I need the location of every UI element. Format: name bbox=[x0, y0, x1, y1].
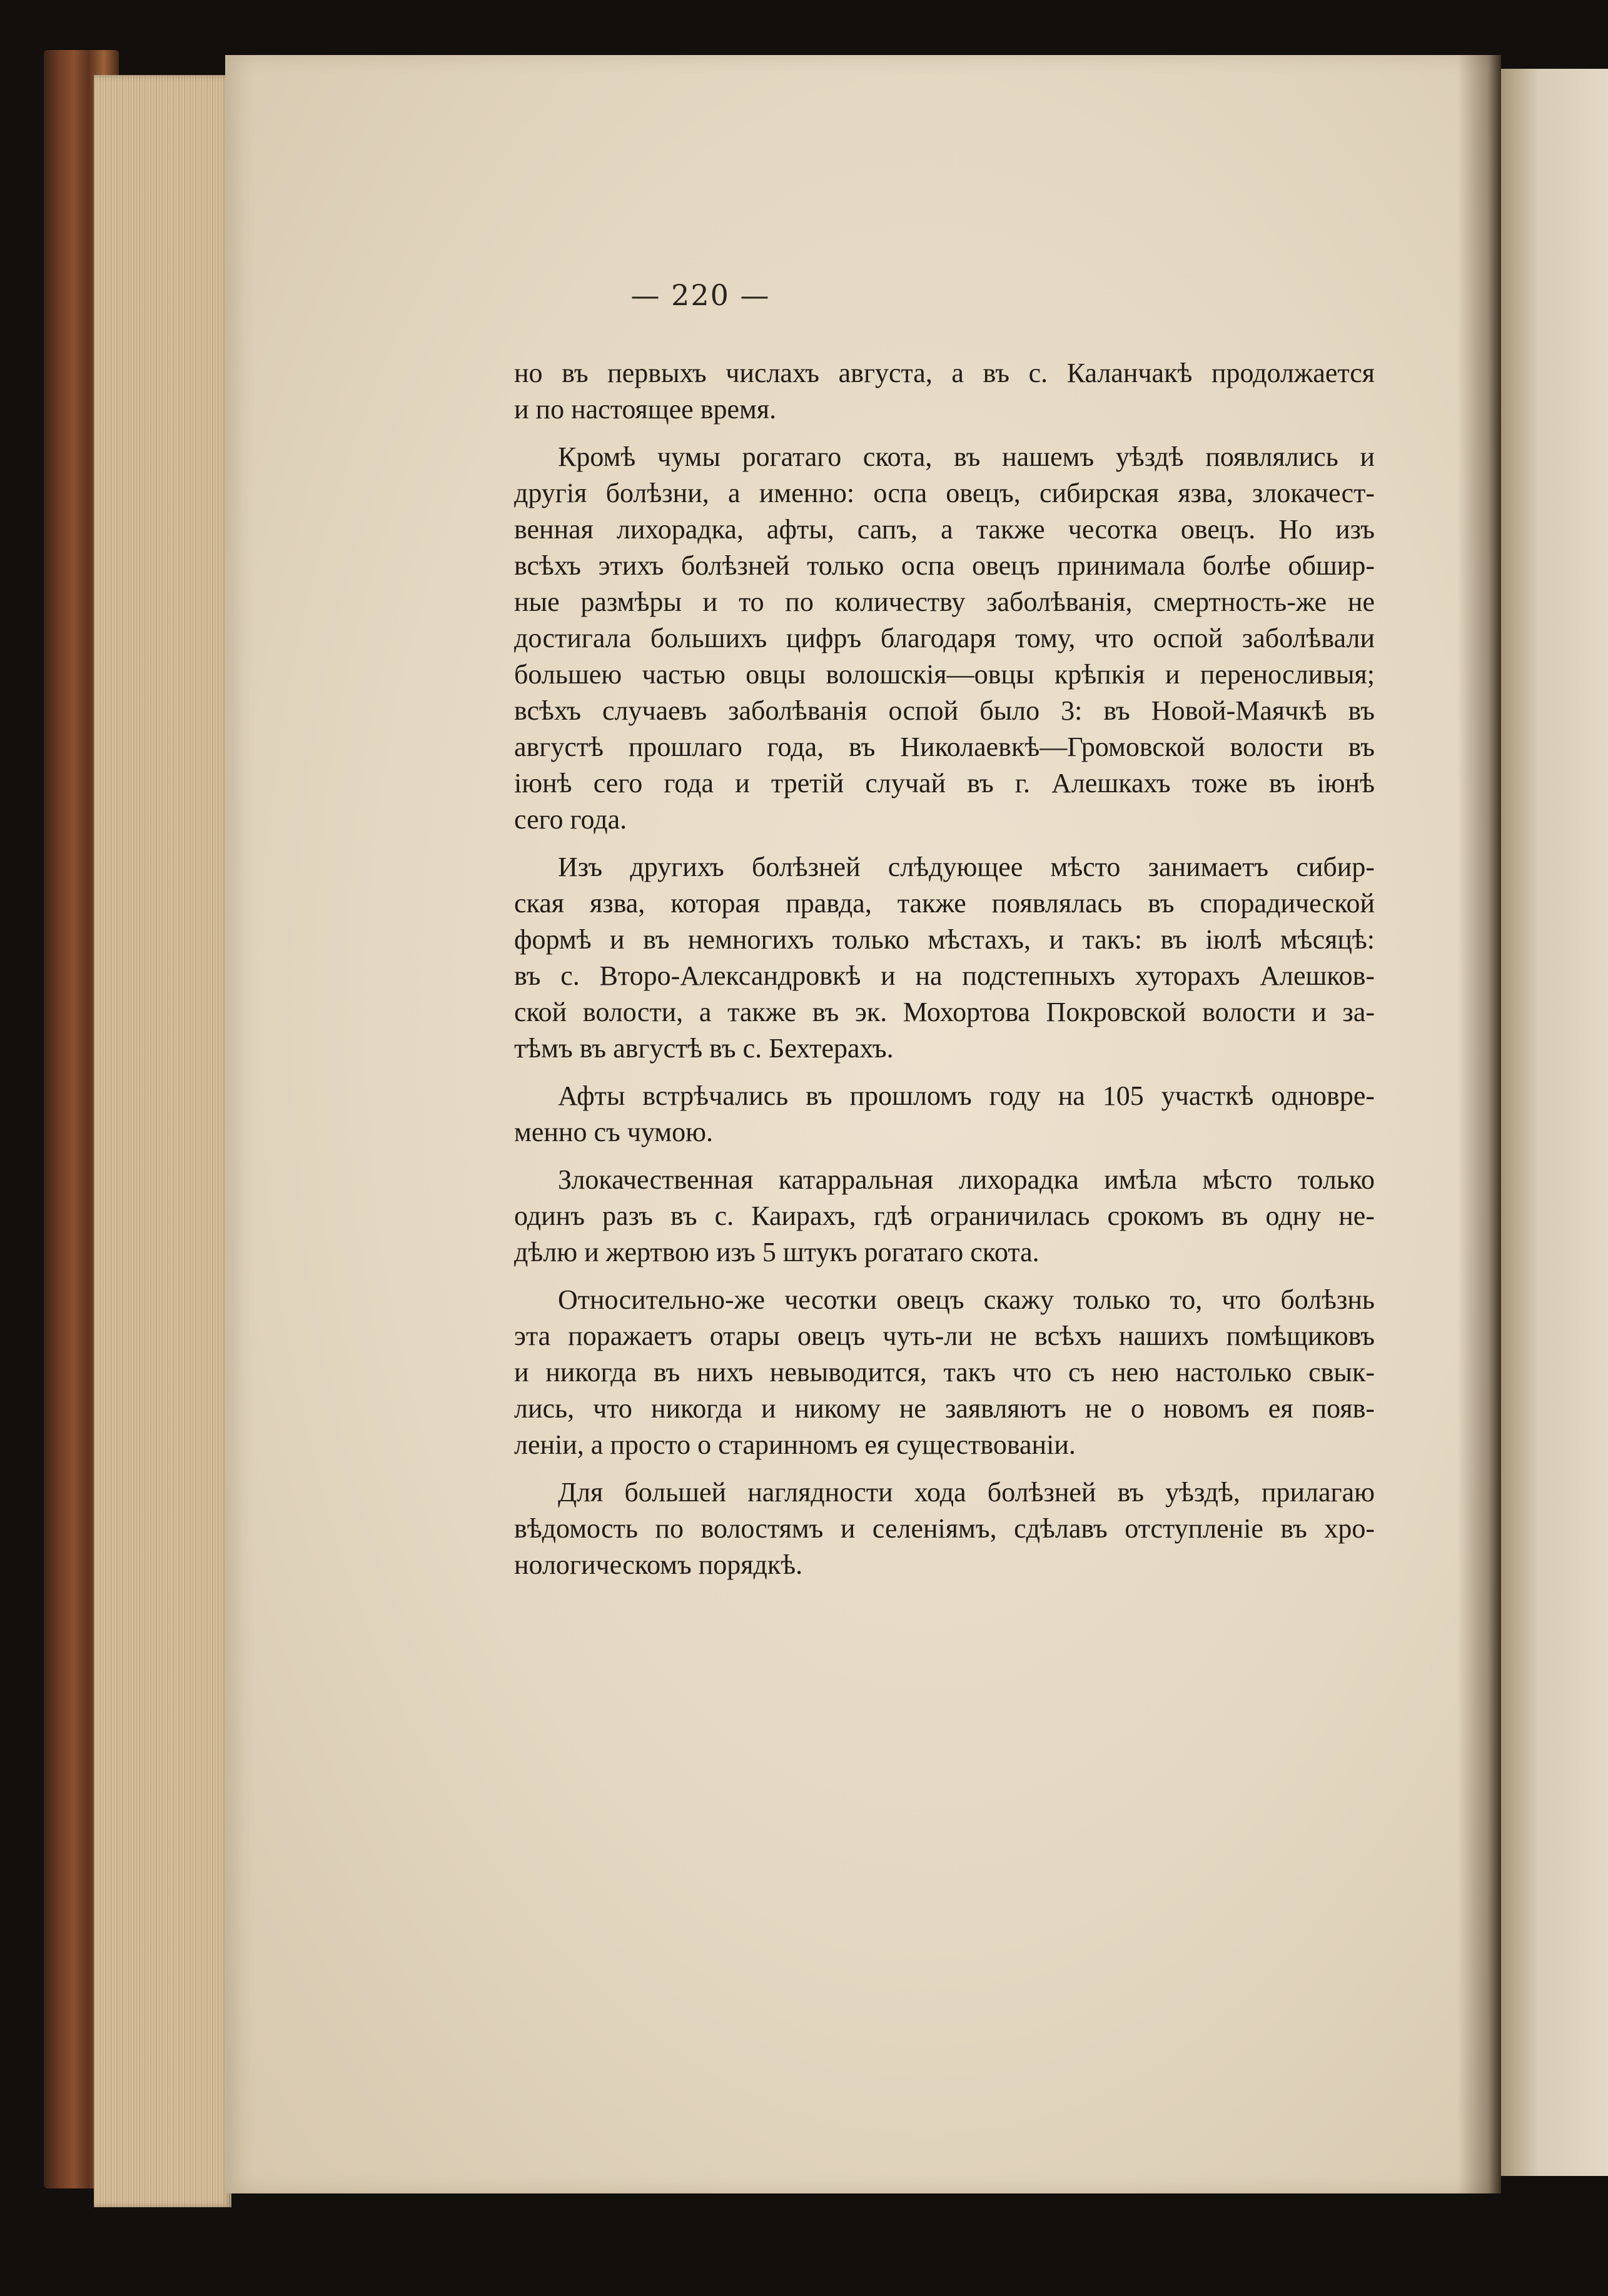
text-line: всѣхъ этихъ болѣзней только оспа овецъ принимала болѣе обшир- bbox=[514, 550, 1375, 581]
paragraph bbox=[514, 1282, 1375, 1463]
text-line: другія болѣзни, а именно: оспа овецъ, сибирская язва, злокачест- bbox=[514, 478, 1375, 508]
page-body-text bbox=[514, 355, 1375, 1594]
text-line: и никогда въ нихъ невыводится, такъ что съ нею настолько свык- bbox=[514, 1357, 1375, 1387]
text-line: большею частью овцы волошскія—овцы крѣпкія и переносливыя; bbox=[514, 659, 1375, 690]
text-line: Злокачественная катарральная лихорадка имѣла мѣсто только bbox=[558, 1164, 1375, 1195]
page-gutter-shadow bbox=[1457, 55, 1501, 2193]
text-line: формѣ и въ немногихъ только мѣстахъ, и такъ: въ іюлѣ мѣсяцѣ: bbox=[514, 924, 1375, 955]
text-line: менно съ чумою. bbox=[514, 1117, 714, 1147]
text-line: въ с. Второ-Александровкѣ и на подстепныхъ хуторахъ Алешков- bbox=[514, 960, 1375, 991]
text-line: дѣлю и жертвою изъ 5 штукъ рогатаго скота. bbox=[514, 1237, 1039, 1267]
paragraph bbox=[514, 439, 1375, 838]
text-line: и по настоящее время. bbox=[514, 394, 777, 425]
facing-page-edge bbox=[1501, 69, 1608, 2176]
text-line: всѣхъ случаевъ заболѣванія оспой было 3: въ Новой-Маячкѣ въ bbox=[514, 695, 1375, 726]
text-line: эта поражаетъ отары овецъ чуть-ли не всѣхъ нашихъ помѣщиковъ bbox=[514, 1321, 1375, 1351]
text-line: Афты встрѣчались въ прошломъ году на 105 участкѣ одновре- bbox=[558, 1080, 1375, 1111]
text-line: одинъ разъ въ с. Каирахъ, гдѣ ограничилась срокомъ въ одну не- bbox=[514, 1201, 1375, 1231]
text-line: достигала большихъ цифръ благодаря тому, что оспой заболѣвали bbox=[514, 623, 1375, 653]
text-line: нологическомъ порядкѣ. bbox=[514, 1549, 803, 1580]
text-line: вѣдомость по волостямъ и селеніямъ, сдѣлавъ отступленіе въ хро- bbox=[514, 1513, 1375, 1544]
paragraph bbox=[514, 1474, 1375, 1583]
text-line: лись, что никогда и никому не заявляютъ не о новомъ ея появ- bbox=[514, 1393, 1375, 1424]
page-number: — 220 — bbox=[630, 278, 771, 312]
text-line: венная лихорадка, афты, сапъ, а также чесотка овецъ. Но изъ bbox=[514, 514, 1375, 545]
text-line: Изъ другихъ болѣзней слѣдующее мѣсто занимаетъ сибир- bbox=[558, 852, 1375, 882]
text-line: Для большей наглядности хода болѣзней въ уѣздѣ, прилагаю bbox=[558, 1477, 1375, 1508]
paragraph bbox=[514, 1078, 1375, 1151]
paragraph bbox=[514, 1162, 1375, 1271]
text-line: августѣ прошлаго года, въ Николаевкѣ—Громовской волости въ bbox=[514, 732, 1375, 762]
text-line: Кромѣ чумы рогатаго скота, въ нашемъ уѣздѣ появлялись и bbox=[558, 441, 1375, 472]
page-edges bbox=[94, 75, 231, 2207]
text-line: ской волости, а также въ эк. Мохортова Покровской волости и за- bbox=[514, 997, 1375, 1027]
paragraph bbox=[514, 355, 1375, 428]
text-line: леніи, а просто о старинномъ ея существованіи. bbox=[514, 1429, 1076, 1460]
text-line: ская язва, которая правда, также появлялась въ спорадической bbox=[514, 888, 1375, 919]
text-line: Относительно-же чесотки овецъ скажу только то, что болѣзнь bbox=[558, 1284, 1375, 1315]
text-line: іюнѣ сего года и третій случай въ г. Алешкахъ тоже въ іюнѣ bbox=[514, 768, 1375, 798]
paragraph bbox=[514, 849, 1375, 1067]
text-line: сего года. bbox=[514, 804, 627, 835]
text-line: но въ первыхъ числахъ августа, а въ с. Каланчакѣ продолжается bbox=[514, 358, 1375, 388]
text-line: тѣмъ въ августѣ въ с. Бехтерахъ. bbox=[514, 1033, 894, 1064]
text-line: ные размѣры и то по количеству заболѣванія, смертность-же не bbox=[514, 587, 1375, 617]
